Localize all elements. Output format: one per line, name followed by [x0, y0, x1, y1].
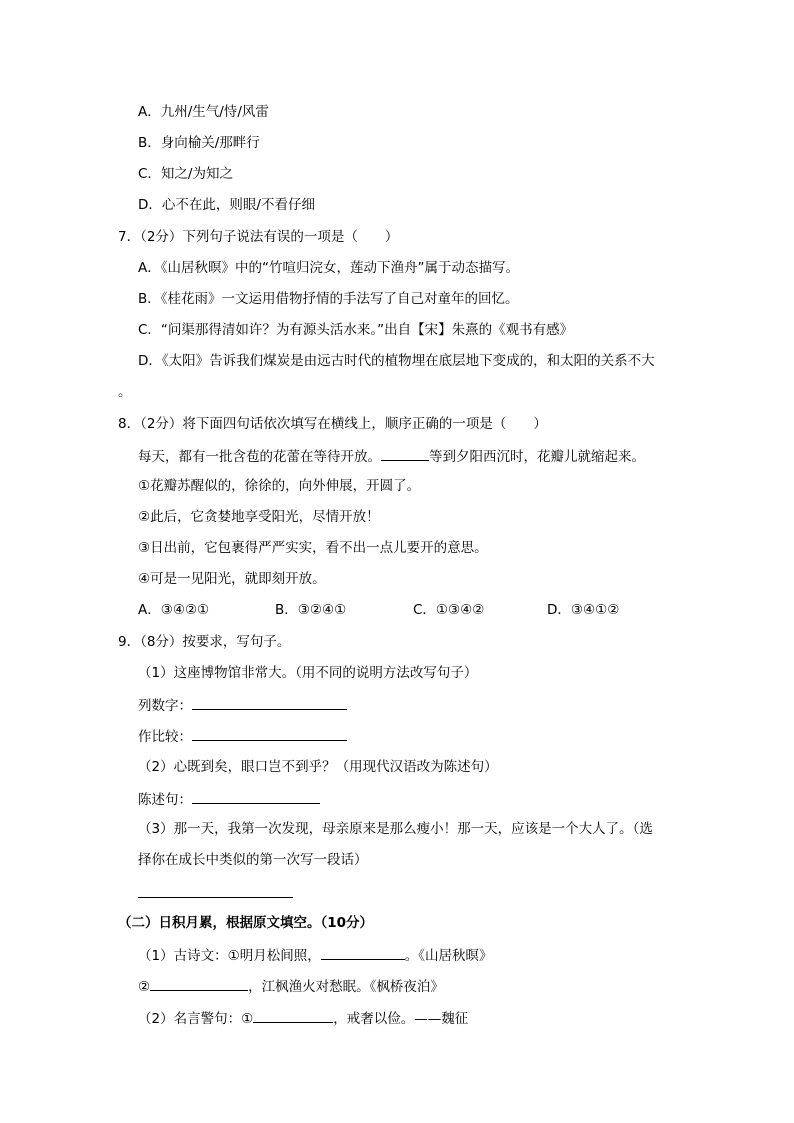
q9-part1: （1）这座博物馆非常大。（用不同的说明方法改写句子）	[138, 665, 478, 681]
q8-sentence-2: ②此后，它贪婪地享受阳光，尽情开放！	[138, 509, 380, 525]
q8-passage-b: 等到夕阳西沉时，花瓣儿就缩起来。	[429, 449, 645, 465]
q6-option-d: D．心不在此，则眼/不看仔细	[138, 197, 315, 213]
section2-poem-2-tail: ，江枫渔火对愁眠。《枫桥夜泊》	[248, 979, 444, 995]
q7-tail: 。	[118, 384, 132, 400]
q9-part2-statement	[138, 789, 320, 809]
q8-sentence-1: ①花瓣苏醒似的，徐徐的，向外伸展，开圆了。	[138, 478, 421, 494]
q8-passage	[138, 446, 645, 466]
q9-part1-compare-label: 作比较：	[138, 729, 192, 745]
q9-part3-line2: 择你在成长中类似的第一次写一段话）	[138, 852, 368, 868]
q7-option-c: C．“问渠那得清如许？为有源头活水来。”出自【宋】朱熹的《观书有感》	[138, 322, 574, 338]
q6-option-b: B．身向榆关/那畔行	[138, 135, 260, 151]
section2-quote	[138, 1008, 468, 1028]
q9-stem: 9．（8分）按要求，写句子。	[118, 634, 291, 650]
q9-part2-statement-label: 陈述句：	[138, 792, 192, 808]
section2-poem-1	[138, 945, 492, 965]
q7-option-b: B．《桂花雨》一文运用借物抒情的手法写了自己对童年的回忆。	[138, 291, 519, 307]
q7-stem: 7．（2分）下列句子说法有误的一项是（ ）	[118, 229, 399, 245]
q9-part3-answer-line[interactable]	[138, 897, 293, 898]
q8-stem: 8．（2分）将下面四句话依次填写在横线上，顺序正确的一项是（ ）	[118, 416, 547, 432]
section2-poem-2-blank[interactable]	[150, 976, 248, 991]
q8-choice-d: D．③④①②	[547, 602, 620, 618]
q9-part2-statement-blank[interactable]	[192, 789, 320, 804]
q8-blank[interactable]	[381, 446, 429, 461]
section2-poem-2	[138, 976, 444, 996]
q8-sentence-3: ③日出前，它包裹得严严实实，看不出一点儿要开的意思。	[138, 540, 488, 556]
section2-heading: （二）日积月累，根据原文填空。（10分）	[118, 915, 374, 931]
q8-choice-a: A．③④②①	[138, 602, 210, 618]
section2-poem-2-head: ②	[138, 979, 151, 995]
q9-part2: （2）心既到矣，眼口岂不到乎？（用现代汉语改为陈述句）	[138, 759, 498, 775]
section2-quote-blank[interactable]	[253, 1008, 333, 1023]
section2-poem-1-head: （1）古诗文：①明月松间照，	[138, 948, 321, 964]
q9-part1-compare	[138, 726, 347, 746]
q8-sentence-4: ④可是一见阳光，就即刻开放。	[138, 571, 326, 587]
q8-passage-a: 每天，都有一批含苞的花蕾在等待开放。	[138, 449, 381, 465]
q8-choice-b: B．③②④①	[275, 602, 347, 618]
q9-part1-numbers	[138, 695, 347, 715]
q6-option-c: C．知之/为知之	[138, 166, 233, 182]
q7-option-a: A．《山居秋暝》中的“竹喧归浣女，莲动下渔舟”属于动态描写。	[138, 260, 519, 276]
section2-poem-1-blank[interactable]	[321, 945, 405, 960]
section2-poem-1-tail: 。《山居秋暝》	[404, 948, 493, 964]
q9-part1-numbers-blank[interactable]	[192, 695, 347, 710]
q9-part1-numbers-label: 列数字：	[138, 698, 192, 714]
q9-part3-line1: （3）那一天，我第一次发现，母亲原来是那么瘦小！那一天，应该是一个大人了。（选	[138, 821, 653, 837]
q9-part1-compare-blank[interactable]	[192, 726, 347, 741]
section2-quote-head: （2）名言警句：①	[138, 1011, 254, 1027]
q6-option-a: A．九州/生气/恃/风雷	[138, 104, 269, 120]
q7-option-d: D．《太阳》告诉我们煤炭是由远古时代的植物埋在底层地下变成的，和太阳的关系不大	[138, 353, 655, 369]
q8-choice-c: C．①③④②	[413, 602, 485, 618]
section2-quote-tail: ，戒奢以俭。——魏征	[333, 1011, 469, 1027]
